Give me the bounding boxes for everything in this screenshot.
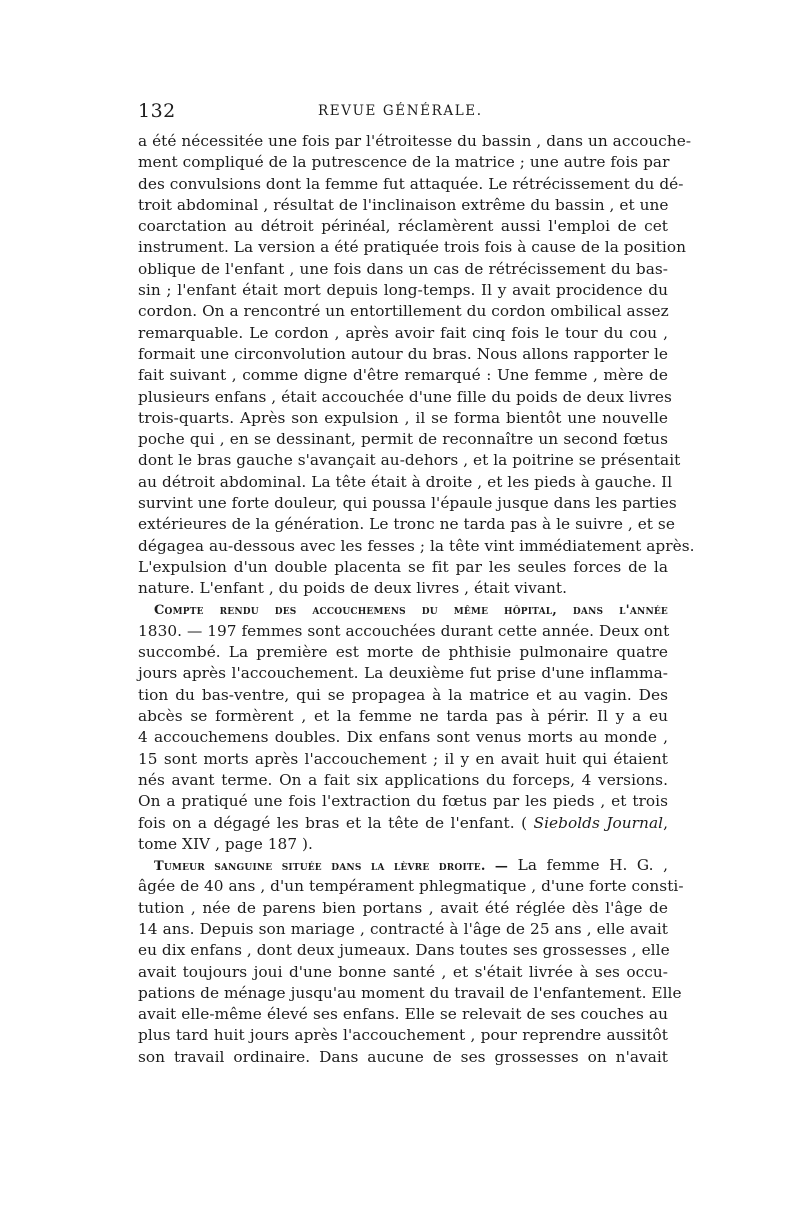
section-heading-tumeur: Tumeur sanguine située dans la lèvre droite. — bbox=[154, 859, 509, 875]
text-line: 1830. — 197 femmes sont accouchées durant cette année. Deux ont bbox=[138, 621, 670, 640]
text-line: a été nécessitée une fois par l'étroitesse du bassin , dans un accouche- bbox=[138, 132, 692, 150]
text-line: 15 sont morts après l'accouchement ; il y en avait huit qui étaient bbox=[138, 749, 668, 768]
page-header bbox=[138, 100, 666, 126]
text-line: eu dix enfans , dont deux jumeaux. Dans toutes ses grossesses , elle bbox=[138, 941, 670, 960]
text-line: On a pratiqué une fois l'extraction du fœtus par les pieds , et trois bbox=[138, 792, 668, 811]
text-line: des convulsions dont la femme fut attaquée. Le rétrécissement du dé- bbox=[138, 174, 684, 193]
text-line: avait toujours joui d'une bonne santé , et s'était livrée à ses occu- bbox=[138, 962, 668, 981]
text-line: extérieures de la génération. Le tronc ne tarda pas à le suivre , et se bbox=[138, 515, 675, 534]
text-line: instrument. La version a été pratiquée trois fois à cause de la position bbox=[138, 238, 687, 257]
text-fragment: fois on a dégagé les bras et la tête de l'enfant. ( bbox=[138, 813, 528, 832]
text-line: 4 accouchemens doubles. Dix enfans sont venus morts au monde , bbox=[138, 728, 668, 747]
text-line: 14 ans. Depuis son mariage , contracté à l'âge de 25 ans , elle avait bbox=[138, 919, 668, 938]
text-line: dégagea au-dessous avec les fesses ; la tête vint immédiatement après. bbox=[138, 536, 695, 555]
text-line: jours après l'accouchement. La deuxième fut prise d'une inflamma- bbox=[138, 664, 668, 683]
text-line: âgée de 40 ans , d'un tempérament phlegmatique , d'une forte consti- bbox=[138, 877, 684, 896]
text-line: ment compliqué de la putrescence de la matrice ; une autre fois par bbox=[138, 153, 670, 172]
journal-citation: Siebolds Journal bbox=[533, 813, 664, 832]
page-number: 132 bbox=[138, 100, 176, 122]
text-line: formait une circonvolution autour du bras. Nous allons rapporter le bbox=[138, 344, 668, 363]
text-line: nés avant terme. On a fait six applications du forceps, 4 versions. bbox=[138, 770, 668, 789]
text-fragment: , bbox=[663, 813, 668, 832]
text-line: survint une forte douleur, qui poussa l'épaule jusque dans les parties bbox=[138, 494, 677, 513]
text-line: dont le bras gauche s'avançait au-dehors , et la poitrine se présentait bbox=[138, 451, 681, 470]
text-line: tution , née de parens bien portans , avait été réglée dès l'âge de bbox=[138, 898, 668, 917]
text-line: plus tard huit jours après l'accouchement , pour reprendre aussitôt bbox=[138, 1026, 668, 1045]
text-line: son travail ordinaire. Dans aucune de ses grossesses on n'avait bbox=[138, 1047, 668, 1066]
text-fragment: La femme H. G. , bbox=[517, 856, 668, 875]
text-line: tion du bas-ventre, qui se propagea à la matrice et au vagin. Des bbox=[138, 685, 668, 704]
text-line: fait suivant , comme digne d'être remarqué : Une femme , mère de bbox=[138, 366, 668, 385]
text-line: nature. L'enfant , du poids de deux livres , était vivant. bbox=[138, 579, 568, 598]
text-line: pations de ménage jusqu'au moment du travail de l'enfantement. Elle bbox=[138, 983, 682, 1002]
text-line: tome XIV , page 187 ). bbox=[138, 834, 313, 853]
running-title: REVUE GÉNÉRALE. bbox=[318, 103, 483, 119]
text-line: troit abdominal , résultat de l'inclinaison extrême du bassin , et une bbox=[138, 195, 669, 214]
text-line: poche qui , en se dessinant, permit de reconnaître un second fœtus bbox=[138, 430, 668, 449]
text-line-with-citation bbox=[138, 813, 668, 834]
text-line: remarquable. Le cordon , après avoir fait cinq fois le tour du cou , bbox=[138, 323, 668, 342]
text-line: abcès se formèrent , et la femme ne tarda pas à périr. Il y a eu bbox=[138, 707, 668, 726]
text-line: trois-quarts. Après son expulsion , il se forma bientôt une nouvelle bbox=[138, 408, 668, 427]
text-line: au détroit abdominal. La tête était à droite , et les pieds à gauche. Il bbox=[138, 472, 673, 491]
section-heading-line bbox=[138, 855, 668, 876]
section-heading-compte-rendu: Compte rendu des accouchemens du même hôpital, dans l'année bbox=[154, 602, 668, 618]
text-line: coarctation au détroit périnéal, réclamèrent aussi l'emploi de cet bbox=[138, 217, 668, 236]
text-line: oblique de l'enfant , une fois dans un cas de rétrécissement du bas- bbox=[138, 259, 668, 278]
text-line: avait elle-même élevé ses enfans. Elle se relevait de ses couches au bbox=[138, 1005, 668, 1024]
body-text bbox=[138, 131, 695, 1068]
text-line: sin ; l'enfant était mort depuis long-temps. Il y avait procidence du bbox=[138, 281, 668, 300]
text-line: L'expulsion d'un double placenta se fit par les seules forces de la bbox=[138, 557, 668, 576]
text-line: plusieurs enfans , était accouchée d'une fille du poids de deux livres bbox=[138, 387, 672, 406]
text-line: cordon. On a rencontré un entortillement du cordon ombilical assez bbox=[138, 302, 669, 321]
text-line: succombé. La première est morte de phthisie pulmonaire quatre bbox=[138, 643, 668, 662]
